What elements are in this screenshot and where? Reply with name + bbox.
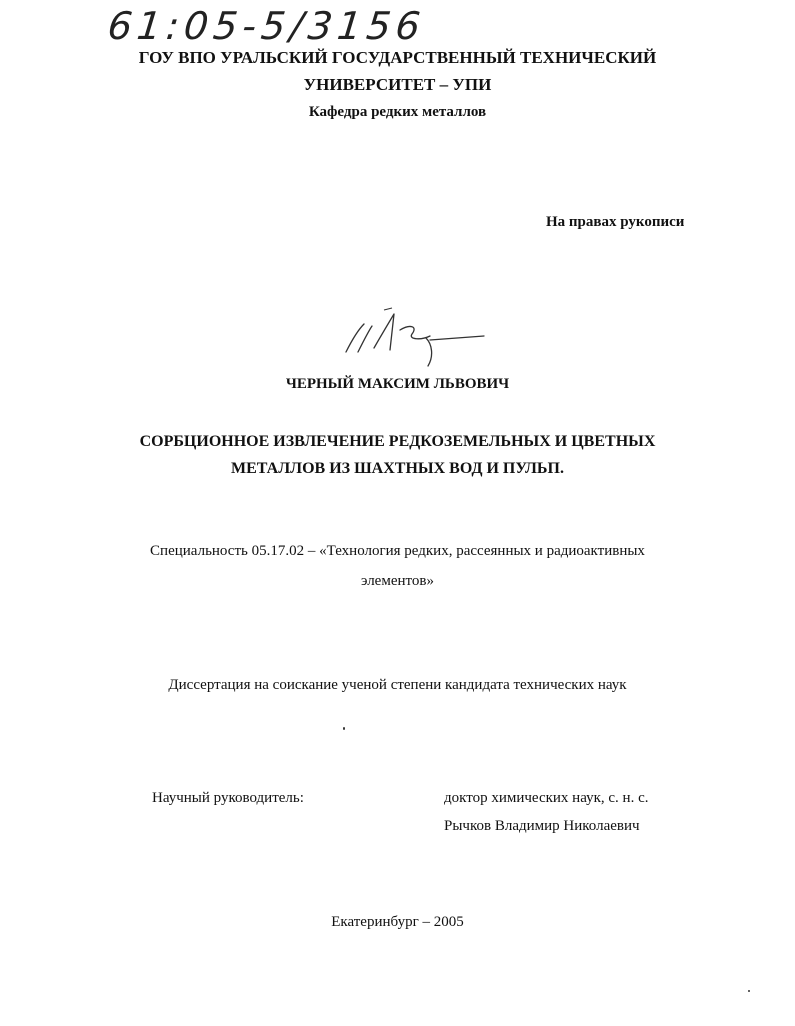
scan-speck <box>748 990 750 992</box>
university-line-1: ГОУ ВПО УРАЛЬСКИЙ ГОСУДАРСТВЕННЫЙ ТЕХНИЧЕСКИЙ <box>138 48 657 67</box>
signature-icon <box>338 300 488 370</box>
supervisor-label: Научный руководитель: <box>152 790 304 806</box>
specialty <box>0 536 795 596</box>
title-line-1: СОРБЦИОННОЕ ИЗВЛЕЧЕНИЕ РЕДКОЗЕМЕЛЬНЫХ И ЦВЕТНЫХ <box>139 433 656 450</box>
rights-notice: На правах рукописи <box>546 214 685 230</box>
scan-speck <box>343 727 345 730</box>
department-name: Кафедра редких металлов <box>308 104 487 120</box>
university-line-2: УНИВЕРСИТЕТ – УПИ <box>303 75 492 94</box>
supervisor-degree: доктор химических наук, с. н. с. <box>444 790 649 806</box>
dissertation-title <box>0 428 795 482</box>
specialty-line-2: элементов» <box>361 573 434 589</box>
supervisor-name: Рычков Владимир Николаевич <box>444 818 640 834</box>
title-line-2: МЕТАЛЛОВ ИЗ ШАХТНЫХ ВОД И ПУЛЬП. <box>231 460 564 477</box>
archive-stamp-number: 61:05-5/3156 <box>105 4 428 48</box>
dissertation-degree: Диссертация на соискание ученой степени кандидата технических наук <box>168 677 627 693</box>
specialty-line-1: Специальность 05.17.02 – «Технология редких, рассеянных и радиоактивных <box>150 543 645 559</box>
place-year: Екатеринбург – 2005 <box>331 914 464 930</box>
supervisor-info <box>444 784 648 840</box>
university-name <box>0 44 795 98</box>
author-name: ЧЕРНЫЙ МАКСИМ ЛЬВОВИЧ <box>285 376 510 392</box>
